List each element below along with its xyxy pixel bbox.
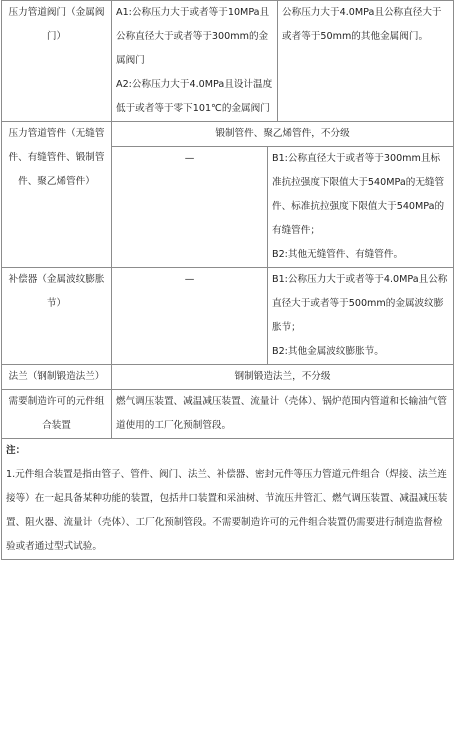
notes-cell <box>2 439 454 560</box>
category-flange: 法兰（钢制锻造法兰） <box>2 365 112 390</box>
span-flange: 钢制锻造法兰，不分级 <box>112 365 454 390</box>
grade-b2-compensator: B2:其他金属波纹膨胀节。 <box>272 346 384 357</box>
grade-a1-valve: A1:公称压力大于或者等于10MPa且公称直径大于或者等于300mm的金属阀门 <box>116 7 270 66</box>
table-row-valve <box>2 1 454 122</box>
table-row-notes <box>2 439 454 560</box>
grade-b-valve: 公称压力大于4.0MPa且公称直径大于或者等于50mm的其他金属阀门。 <box>278 1 454 122</box>
grade-a-compensator: — <box>112 268 268 365</box>
note-item-1: 1.元件组合装置是指由管子、管件、阀门、法兰、补偿器、密封元件等压力管道元件组合（焊接、法兰连接等）在一起具备某种功能的装置，包括井口装置和采油树、节流压井管汇、燃气调压装置、减温减压装置、阻火器、流量计（壳体）、工厂化预制管段。不需要制造许可的元件组合装置仍需要进行制造监督检验或者通过型式试验。 <box>6 469 448 552</box>
notes-title: 注： <box>6 445 26 456</box>
table-row-pipe-span <box>2 122 454 147</box>
grade-a-valve <box>112 1 278 122</box>
table-row-flange <box>2 365 454 390</box>
category-compensator: 补偿器（金属波纹膨胀节） <box>2 268 112 365</box>
grade-b1-pipe: B1:公称直径大于或者等于300mm且标准抗拉强度下限值大于540MPa的无缝管件、标准抗拉强度下限值大于540MPa的有缝管件； <box>272 153 445 236</box>
category-valve: 压力管道阀门（金属阀门） <box>2 1 112 122</box>
grade-b1-compensator: B1:公称压力大于或者等于4.0MPa且公称直径大于或者等于500mm的金属波纹膨胀节； <box>272 274 448 333</box>
grade-a-pipe: — <box>112 147 268 268</box>
table-row-compensator <box>2 268 454 365</box>
grade-b2-pipe: B2:其他无缝管件、有缝管件。 <box>272 249 404 260</box>
category-assembly: 需要制造许可的元件组合装置 <box>2 390 112 439</box>
table-row-assembly <box>2 390 454 439</box>
grade-b-pipe <box>268 147 454 268</box>
grade-a2-valve: A2:公称压力大于4.0MPa且设计温度低于或者等于零下101℃的金属阀门 <box>116 79 273 114</box>
grade-b-compensator <box>268 268 454 365</box>
span-pipe: 锻制管件、聚乙烯管件，不分级 <box>112 122 454 147</box>
category-pipe: 压力管道管件（无缝管件、有缝管件、锻制管件、聚乙烯管件） <box>2 122 112 268</box>
span-assembly: 燃气调压装置、减温减压装置、流量计（壳体）、锅炉范围内管道和长输油气管道使用的工厂化预制管段。 <box>112 390 454 439</box>
license-grade-table <box>1 0 454 560</box>
